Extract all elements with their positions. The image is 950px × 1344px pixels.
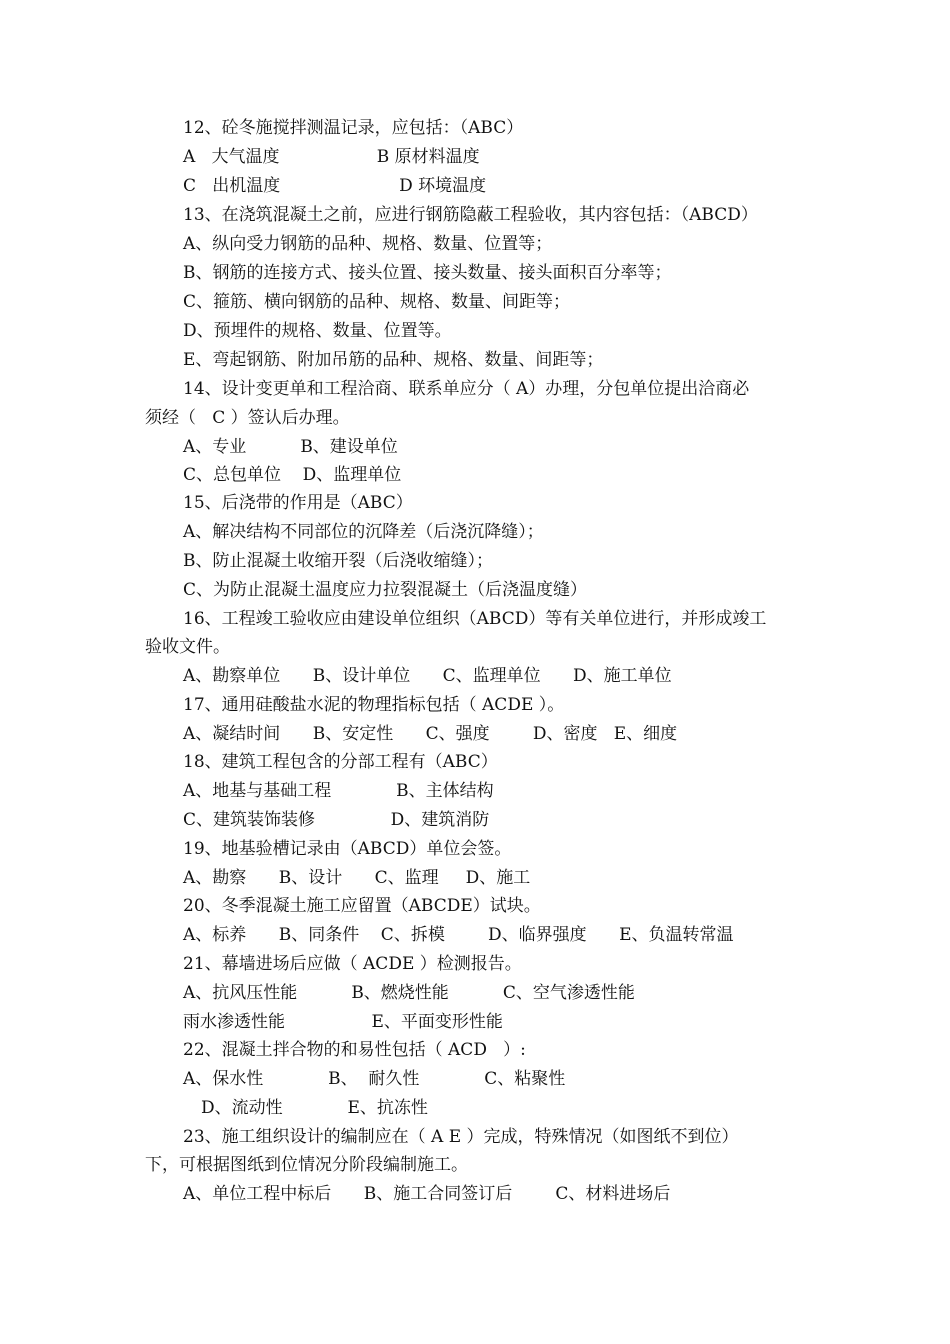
question-13-option-e: E、弯起钢筋、附加吊筋的品种、规格、数量、间距等； <box>183 350 604 370</box>
question-21-options-de: 雨水渗透性能 E、平面变形性能 <box>183 1012 503 1032</box>
question-20-options: A、标养 B、同条件 C、拆模 D、临界强度 E、负温转常温 <box>183 925 734 945</box>
question-21-title: 21、幕墙进场后应做（ ACDE ）检测报告。 <box>183 954 522 974</box>
question-20-title: 20、冬季混凝土施工应留置（ABCDE）试块。 <box>183 896 541 916</box>
question-12-options-cd: C 出机温度 D 环境温度 <box>183 176 487 196</box>
question-14-title-line1: 14、设计变更单和工程洽商、联系单应分（ A）办理，分包单位提出洽商必 <box>183 379 750 399</box>
question-14-title-line2: 须经（ C ）签认后办理。 <box>145 408 350 428</box>
question-15-option-c: C、为防止混凝土温度应力拉裂混凝土（后浇温度缝） <box>183 580 588 600</box>
question-17-options: A、凝结时间 B、安定性 C、强度 D、密度 E、细度 <box>183 724 678 744</box>
question-16-title-line2: 验收文件。 <box>145 637 230 657</box>
question-17-title: 17、通用硅酸盐水泥的物理指标包括（ ACDE ）。 <box>183 695 565 715</box>
question-13-option-a: A、纵向受力钢筋的品种、规格、数量、位置等； <box>183 234 553 254</box>
question-18-options-ab: A、地基与基础工程 B、主体结构 <box>183 781 494 801</box>
question-14-options-ab: A、专业 B、建设单位 <box>183 437 398 457</box>
question-16-options: A、勘察单位 B、设计单位 C、监理单位 D、施工单位 <box>183 666 672 686</box>
question-21-options-abc: A、抗风压性能 B、燃烧性能 C、空气渗透性能 <box>183 983 635 1003</box>
question-12-options-ab: A 大气温度 B 原材料温度 <box>183 147 480 167</box>
question-22-title: 22、混凝土拌合物的和易性包括（ ACD ）: <box>183 1040 526 1060</box>
question-15-option-a: A、解决结构不同部位的沉降差（后浇沉降缝）； <box>183 522 544 542</box>
question-23-title-line2: 下，可根据图纸到位情况分阶段编制施工。 <box>145 1155 468 1175</box>
question-23-title-line1: 23、施工组织设计的编制应在（ A E ）完成，特殊情况（如图纸不到位） <box>183 1127 739 1147</box>
question-15-option-b: B、防止混凝土收缩开裂（后浇收缩缝）； <box>183 551 493 571</box>
question-14-options-cd: C、总包单位 D、监理单位 <box>183 465 402 485</box>
question-13-option-c: C、箍筋、横向钢筋的品种、规格、数量、间距等； <box>183 292 571 312</box>
question-15-title: 15、后浇带的作用是（ABC） <box>183 493 413 513</box>
question-12-title: 12、砼冬施搅拌测温记录，应包括：（ABC） <box>183 118 524 138</box>
question-18-title: 18、建筑工程包含的分部工程有（ABC） <box>183 752 498 772</box>
question-13-title: 13、在浇筑混凝土之前，应进行钢筋隐蔽工程验收，其内容包括：（ABCD） <box>183 205 758 225</box>
question-19-title: 19、地基验槽记录由（ABCD）单位会签。 <box>183 839 512 859</box>
question-22-options-abc: A、保水性 B、 耐久性 C、粘聚性 <box>183 1069 566 1089</box>
question-13-option-d: D、预埋件的规格、数量、位置等。 <box>183 321 452 341</box>
question-13-option-b: B、钢筋的连接方式、接头位置、接头数量、接头面积百分率等； <box>183 263 672 283</box>
question-19-options: A、勘察 B、设计 C、监理 D、施工 <box>183 868 531 888</box>
question-18-options-cd: C、建筑装饰装修 D、建筑消防 <box>183 810 490 830</box>
question-22-options-de: D、流动性 E、抗冻性 <box>201 1098 428 1118</box>
question-16-title-line1: 16、工程竣工验收应由建设单位组织（ABCD）等有关单位进行，并形成竣工 <box>183 609 767 629</box>
question-23-options: A、单位工程中标后 B、施工合同签订后 C、材料进场后 <box>183 1184 671 1204</box>
